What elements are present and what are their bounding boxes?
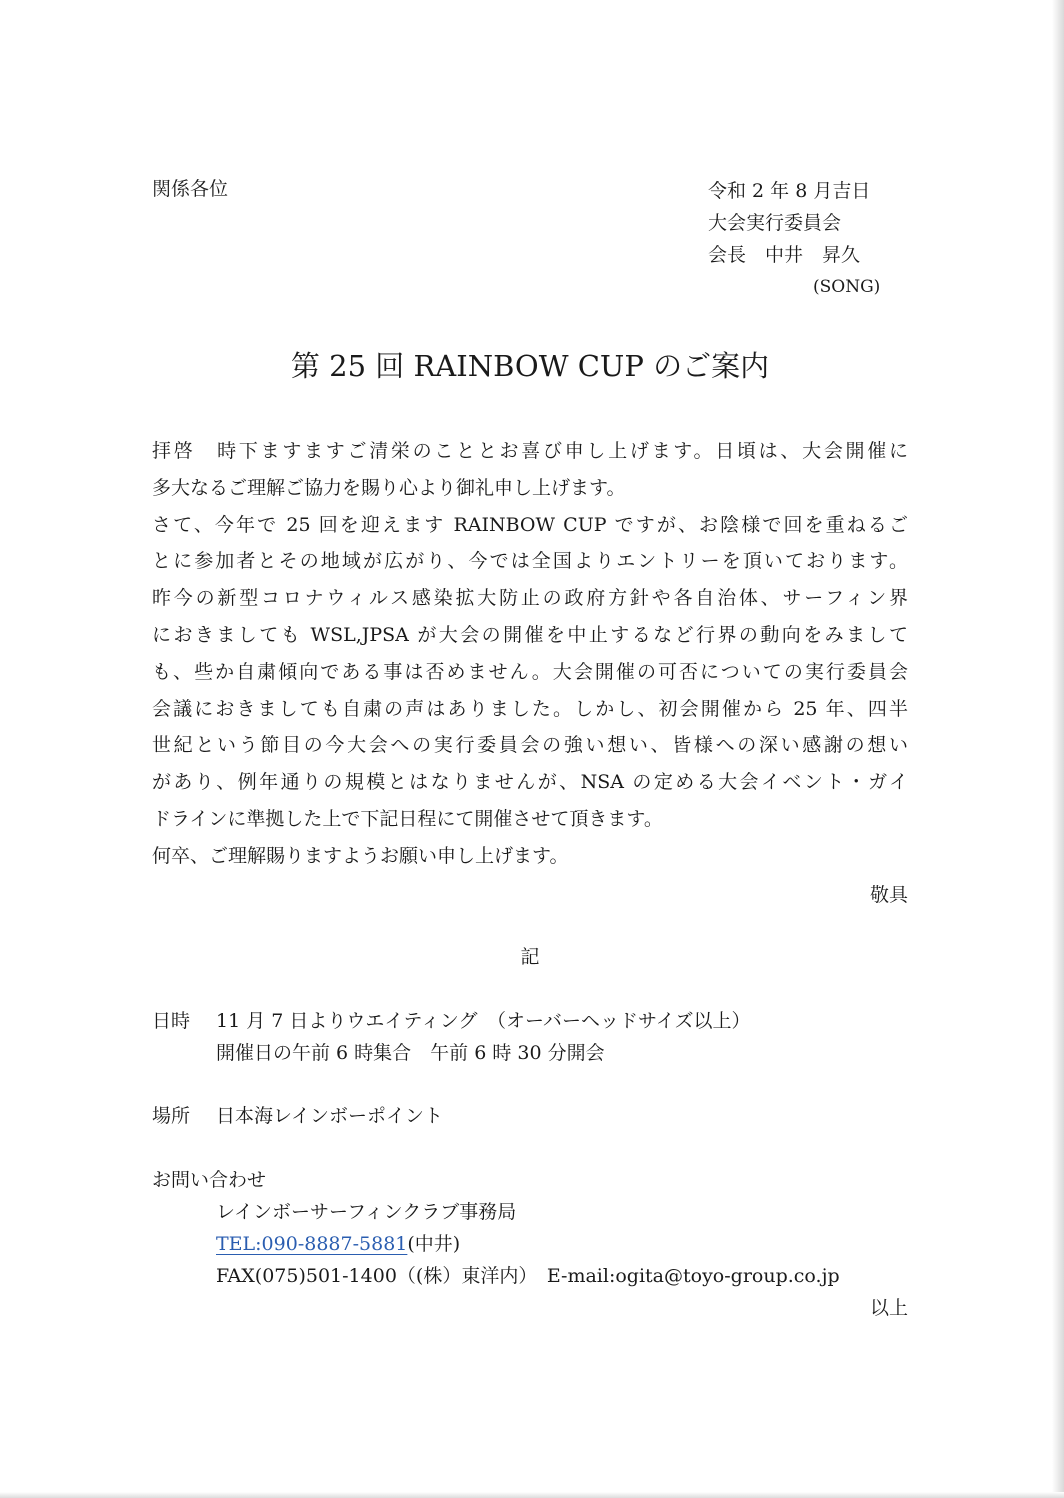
- body-line: も、些か自粛傾向である事は否めません。大会開催の可否についての実行委員会: [152, 660, 908, 683]
- body-line: さて、今年で 25 回を迎えます RAINBOW CUP ですが、お陰様で回を重ねるご: [152, 513, 908, 536]
- page-bottom-shadow: [0, 1492, 1064, 1498]
- fax-email-line: FAX(075)501-1400（(株）東洋内） E-mail:ogita@toyo-group.co.jp: [216, 1265, 840, 1287]
- chairman-nickname: (SONG): [813, 277, 881, 297]
- body-line: 拝啓 時下ますますご清栄のこととお喜び申し上げます。日頃は、大会開催に: [152, 440, 908, 462]
- page-edge-shadow: [1052, 0, 1064, 1498]
- place-label: 場所: [152, 1105, 191, 1127]
- body-line: 世紀という節目の今大会への実行委員会の強い想い、皆様への深い感謝の想い: [152, 734, 908, 757]
- tel-suffix: (中井): [407, 1233, 461, 1255]
- body-line: とに参加者とその地域が広がり、今では全国よりエントリーを頂いております。: [152, 550, 908, 573]
- datetime-label: 日時: [152, 1010, 191, 1032]
- datetime-value-1: 11 月 7 日よりウエイティング （オーバーヘッドサイズ以上）: [216, 1010, 751, 1032]
- contact-org: レインボーサーフィンクラブ事務局: [216, 1201, 517, 1223]
- body-line: ドラインに準拠した上で下記日程にて開催させて頂きます。: [152, 807, 663, 830]
- body-line: 多大なるご理解ご協力を賜り心より御礼申し上げます。: [152, 476, 626, 499]
- committee-name: 大会実行委員会: [708, 212, 842, 234]
- chairman-name: 会長 中井 昇久: [708, 244, 861, 266]
- document-date: 令和 2 年 8 月吉日: [708, 180, 871, 202]
- closing-keigu: 敬具: [869, 884, 908, 906]
- body-line: におきましても WSL,JPSA が大会の開催を中止するなど行界の動向をみまして: [152, 623, 908, 646]
- contact-label: お問い合わせ: [152, 1169, 267, 1191]
- place-row: [152, 1101, 443, 1128]
- place-value: 日本海レインボーポイント: [216, 1105, 444, 1127]
- datetime-row: [152, 1006, 751, 1033]
- body-line: があり、例年通りの規模とはなりませんが、NSA の定める大会イベント・ガイ: [152, 771, 908, 794]
- body-paragraphs: [152, 433, 908, 875]
- body-line: 何卒、ご理解賜りますようお願い申し上げます。: [152, 844, 569, 867]
- body-line: 昨今の新型コロナウィルス感染拡大防止の政府方針や各自治体、サーフィン界: [152, 587, 908, 610]
- closing-ijou: 以上: [869, 1297, 908, 1319]
- ki-heading: 記: [520, 946, 540, 968]
- addressee: 関係各位: [152, 178, 229, 200]
- body-line: 会議におきましても自粛の声はありました。しかし、初会開催から 25 年、四半: [152, 697, 908, 720]
- tel-row: [216, 1229, 460, 1256]
- sender-block: [708, 180, 880, 308]
- tel-link[interactable]: TEL:090-8887-5881: [216, 1233, 408, 1255]
- datetime-value-2: 開催日の午前 6 時集合 午前 6 時 30 分開会: [216, 1042, 605, 1064]
- document-title: 第 25 回 RAINBOW CUP のご案内: [290, 349, 770, 383]
